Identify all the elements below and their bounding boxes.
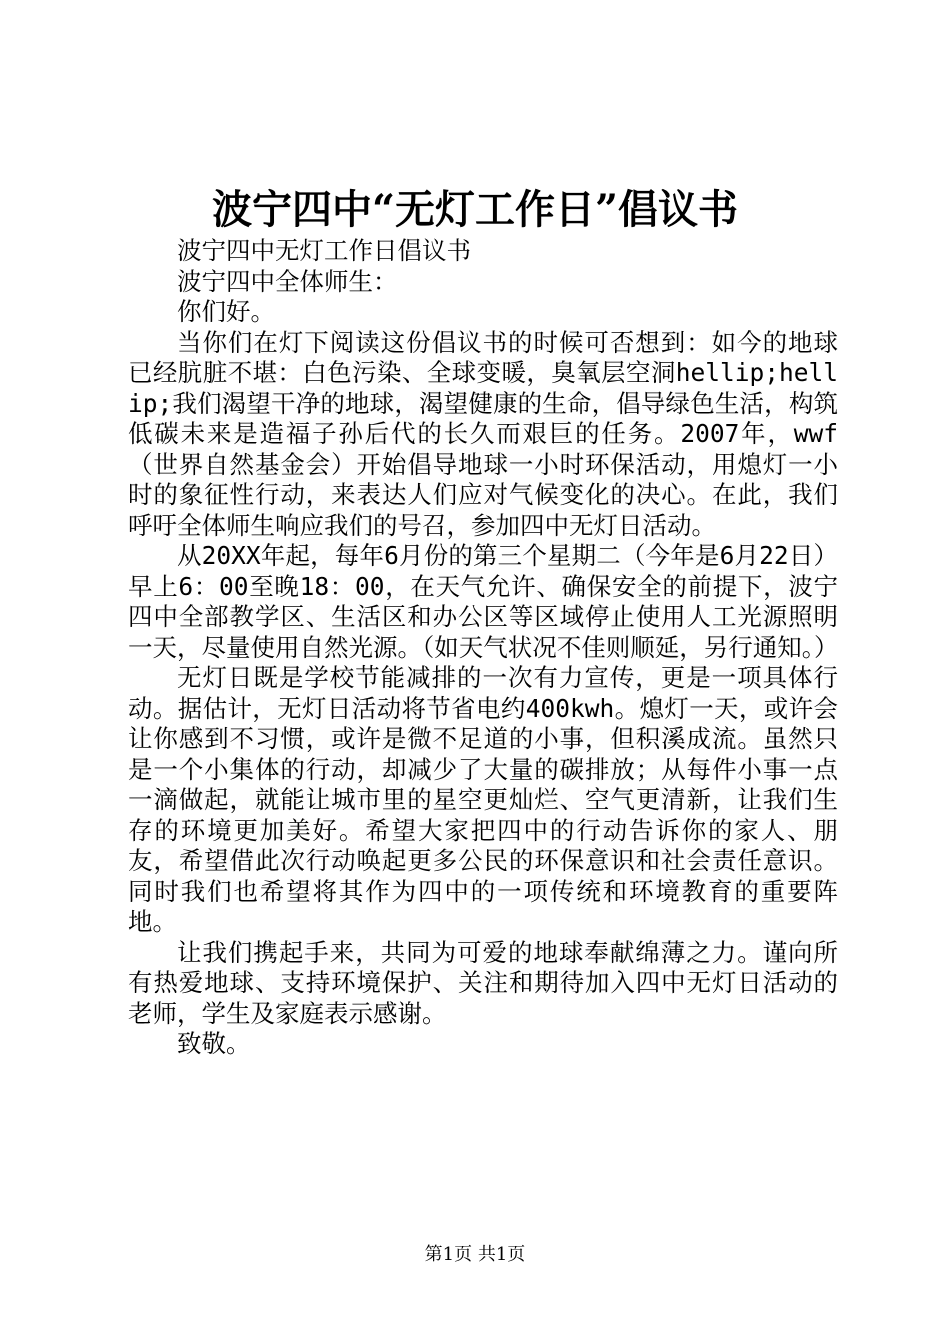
paragraph-call-to-action: 让我们携起手来，共同为可爱的地球奉献绵薄之力。谨向所有热爱地球、支持环境保护、关注和期待加入四中无灯日活动的老师，学生及家庭表示感谢。: [128, 937, 838, 1028]
page-footer: 第1页 共1页: [424, 1244, 526, 1265]
paragraph-intro: 当你们在灯下阅读这份倡议书的时候可否想到：如今的地球已经肮脏不堪：白色污染、全球变暖，臭氧层空洞hellip;hellip;我们渴望干净的地球，渴望健康的生命，倡导绿色生活，构筑低碳未来是造福子孙后代的长久而艰巨的任务。2007年，wwf（世界自然基金会）开始倡导地球一小时环保活动，用熄灯一小时的象征性行动，来表达人们应对气候变化的决心。在此，我们呼吁全体师生响应我们的号召，参加四中无灯日活动。: [128, 327, 838, 540]
subtitle-line: 波宁四中无灯工作日倡议书: [177, 236, 471, 265]
document-body: [128, 236, 838, 1060]
paragraph-significance: 无灯日既是学校节能减排的一次有力宣传，更是一项具体行动。据估计，无灯日活动将节省电约400kwh。熄灯一天，或许会让你感到不习惯，或许是微不足道的小事，但积溪成流。虽然只是一个小集体的行动，却减少了大量的碳排放；从每件小事一点一滴做起，就能让城市里的星空更灿烂、空气更清新，让我们生存的环境更加美好。希望大家把四中的行动告诉你的家人、朋友，希望借此次行动唤起更多公民的环保意识和社会责任意识。同时我们也希望将其作为四中的一项传统和环境教育的重要阵地。: [128, 663, 838, 936]
closing-line: 致敬。: [177, 1029, 251, 1058]
paragraph-schedule: 从20XX年起，每年6月份的第三个星期二（今年是6月22日）早上6：00至晚18：00，在天气允许、确保安全的前提下，波宁四中全部教学区、生活区和办公区等区域停止使用人工光源照明一天，尽量使用自然光源。（如天气状况不佳则顺延，另行通知。）: [128, 541, 839, 662]
document-title: 波宁四中“无灯工作日”倡议书: [211, 186, 738, 233]
greeting-line: 你们好。: [177, 297, 275, 326]
salutation-line: 波宁四中全体师生：: [177, 266, 398, 296]
